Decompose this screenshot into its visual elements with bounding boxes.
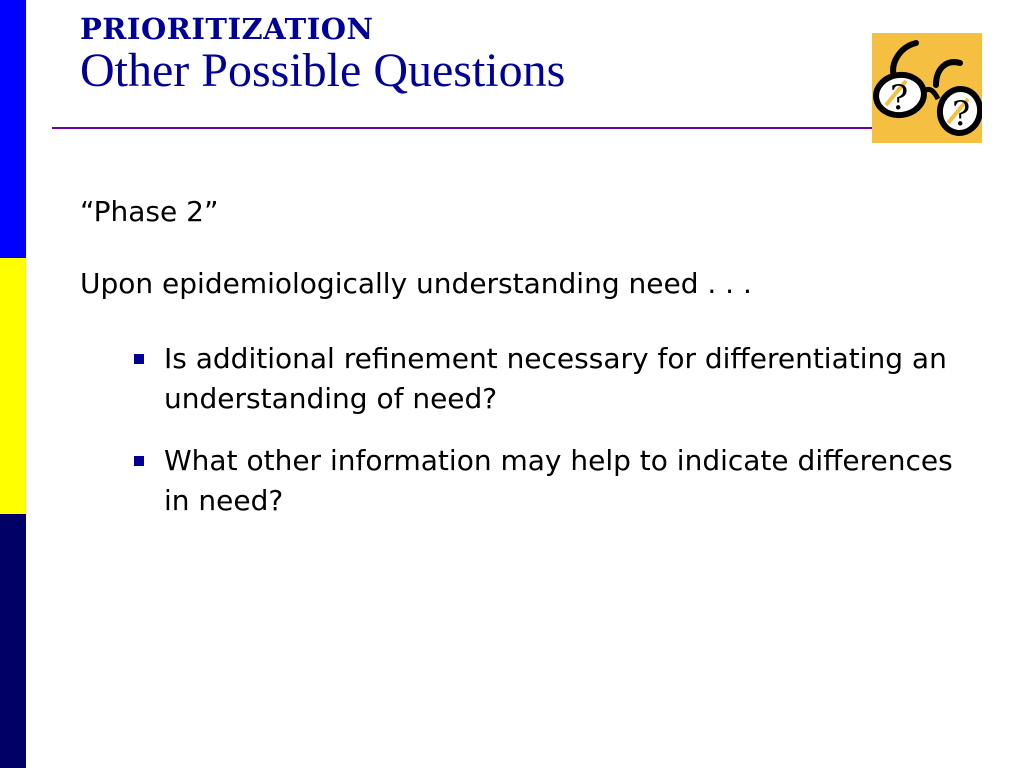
phase-label: “Phase 2” xyxy=(80,195,219,228)
bullet-text: What other information may help to indicate differences in need? xyxy=(164,444,953,517)
bullet-text: Is additional refinement necessary for differentiating an understanding of need? xyxy=(164,342,947,415)
question-mark-left: ? xyxy=(890,78,909,118)
bullet-square-icon xyxy=(134,456,144,466)
slide-body xyxy=(80,195,980,543)
section-title: PRIORITIZATION xyxy=(80,12,374,46)
title-rule xyxy=(52,127,872,129)
side-bar-blue xyxy=(0,0,26,258)
side-bar-yellow xyxy=(0,258,26,514)
slide-title: Other Possible Questions xyxy=(80,44,566,97)
question-mark-right: ? xyxy=(952,94,971,134)
glasses-question-marks-icon xyxy=(872,33,982,143)
lead-sentence: Upon epidemiologically understanding need . . . xyxy=(80,267,752,300)
bullet-item xyxy=(132,339,980,419)
title-block xyxy=(80,12,565,96)
bullet-item xyxy=(132,441,980,521)
side-bar-navy xyxy=(0,514,26,768)
bullet-list xyxy=(80,339,980,521)
bullet-square-icon xyxy=(134,354,144,364)
